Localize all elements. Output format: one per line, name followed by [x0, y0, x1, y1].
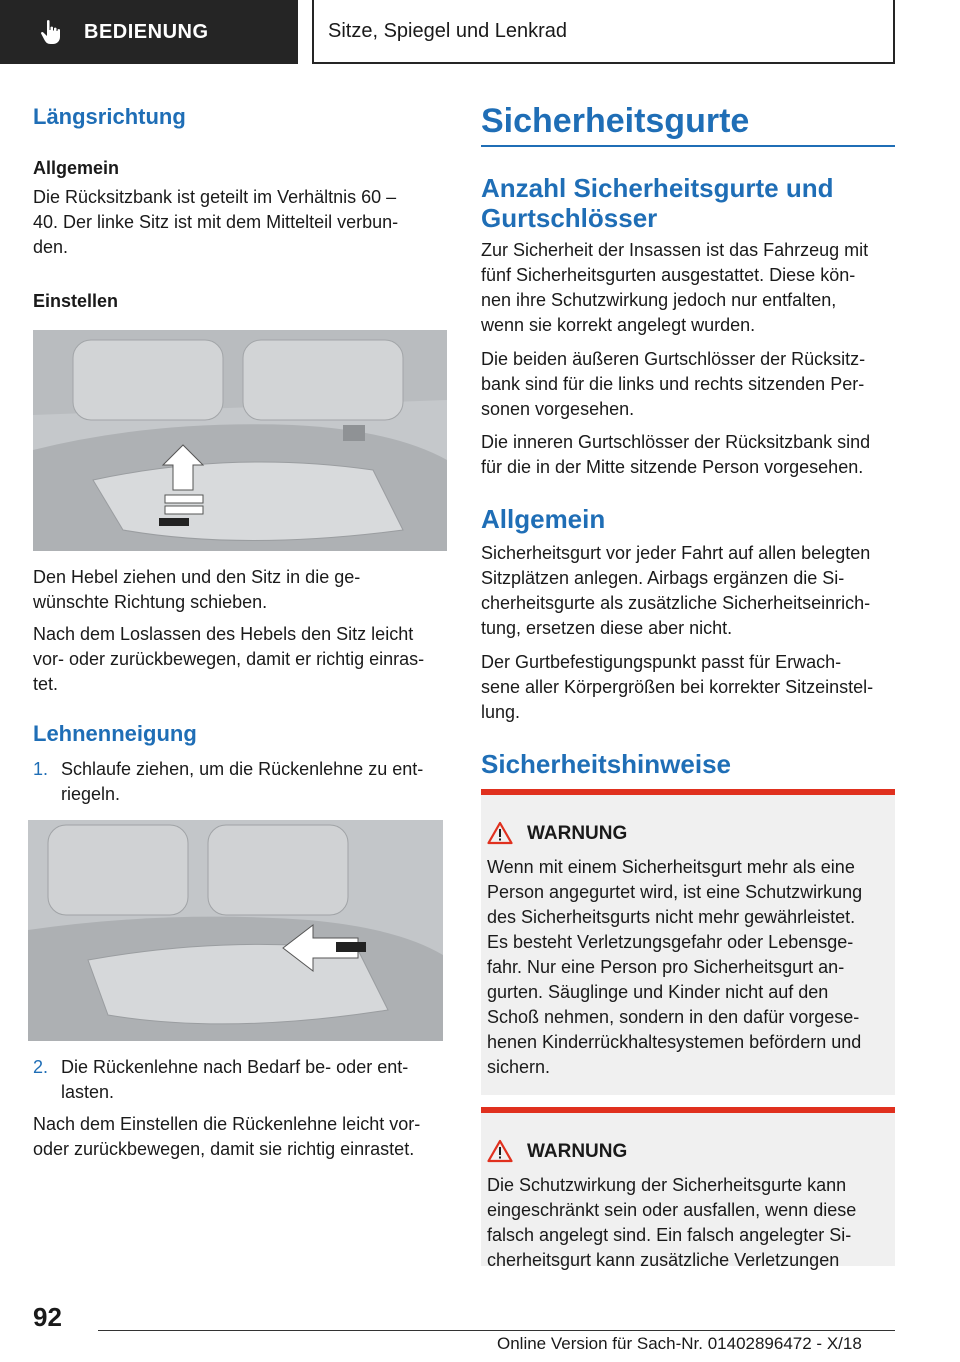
warning-triangle-icon: [487, 821, 513, 845]
text-line: tung, ersetzen diese aber nicht.: [481, 618, 733, 638]
warning-box-2: [481, 1107, 895, 1270]
text-line: Zur Sicherheit der Insassen ist das Fahrzeug mit: [481, 240, 869, 260]
text-line: Der Gurtbefestigungspunkt passt für Erwach-: [481, 652, 842, 672]
paragraph-anzahl: [481, 238, 895, 338]
heading-rule: [481, 145, 895, 147]
paragraph-einstellen: [33, 1112, 447, 1162]
warning-title: WARNUNG: [527, 1141, 628, 1162]
paragraph-gurtbefestigung: [481, 650, 895, 725]
text-line: des Sicherheitsgurts nicht mehr gewährleistet.: [487, 907, 856, 927]
text-line: lung.: [481, 702, 521, 722]
text-line: Sicherheitsgurt vor jeder Fahrt auf allen belegten: [481, 543, 871, 563]
text-line: 40. Der linke Sitz ist mit dem Mittelteil verbun-: [33, 212, 399, 232]
text-line: sichern.: [487, 1057, 551, 1077]
warning-title: WARNUNG: [527, 823, 628, 844]
backrest-illustration: [28, 820, 443, 1041]
paragraph-hebel: [33, 565, 447, 615]
footer-online-version: Online Version für Sach-Nr. 01402896472 - X/18: [497, 1334, 862, 1353]
text-line: bank sind für die links und rechts sitzenden Per-: [481, 374, 865, 394]
text-line: Die Schutzwirkung der Sicherheitsgurte kann: [487, 1175, 847, 1195]
text-line: gurten. Säuglinge und Kinder nicht auf den: [487, 982, 829, 1002]
text-line: falsch angelegt sind. Ein falsch angelegter Si-: [487, 1225, 852, 1245]
text-line: Person angegurtet wird, ist eine Schutzwirkung: [487, 882, 863, 902]
text-line: Schlaufe ziehen, um die Rückenlehne zu ent-: [61, 759, 424, 779]
subheading-allgemein: Allgemein: [33, 158, 120, 178]
text-line: oder zurückbewegen, damit sie richtig einrastet.: [33, 1139, 415, 1159]
seat-slide-photo: [33, 330, 447, 551]
text-line: wenn sie korrekt angelegt wurden.: [481, 315, 756, 335]
header-section-tab: [0, 0, 298, 64]
header-chapter-box: [312, 0, 895, 64]
paragraph-aeussere: [481, 347, 895, 422]
header-section-label: BEDIENUNG: [84, 20, 209, 43]
step-number: 2.: [33, 1057, 49, 1077]
hand-pointer-icon: [38, 19, 64, 45]
subheading-einstellen: Einstellen: [33, 291, 119, 311]
text-line: Nach dem Loslassen des Hebels den Sitz leicht: [33, 624, 414, 644]
paragraph-allgemein-gurt: [481, 541, 895, 641]
step-1: [33, 757, 447, 807]
paragraph-allgemein: [33, 185, 447, 260]
warning-box-1: [481, 789, 895, 1095]
heading-anzahl: [481, 173, 895, 233]
text-line: Die Rückenlehne nach Bedarf be- oder ent-: [61, 1057, 409, 1077]
heading-allgemein: Allgemein: [481, 504, 606, 534]
text-line: cherheitsgurt kann zusätzliche Verletzungen: [487, 1250, 840, 1270]
text-line: vor- oder zurückbewegen, damit er richtig einras-: [33, 649, 425, 669]
text-line: Die Rücksitzbank ist geteilt im Verhältnis 60 –: [33, 187, 397, 207]
paragraph-innere: [481, 430, 895, 480]
text-line: für die in der Mitte sitzende Person vorgesehen.: [481, 457, 864, 477]
text-line: tet.: [33, 674, 59, 694]
text-line: riegeln.: [61, 784, 121, 804]
paragraph-loslassen: [33, 622, 447, 697]
step-number: 1.: [33, 759, 49, 779]
footer-rule: [98, 1330, 895, 1331]
heading-line: Anzahl Sicherheitsgurte und: [481, 173, 834, 203]
text-line: den.: [33, 237, 69, 257]
heading-sicherheitshinweise: Sicherheitshinweise: [481, 749, 731, 779]
text-line: Es besteht Verletzungsgefahr oder Lebensge-: [487, 932, 854, 952]
step-2: [33, 1055, 447, 1105]
heading-laengsrichtung: Längsrichtung: [33, 104, 186, 129]
text-line: Die beiden äußeren Gurtschlösser der Rücksitz-: [481, 349, 866, 369]
text-line: fahr. Nur eine Person pro Sicherheitsgurt an-: [487, 957, 845, 977]
text-line: henen Kinderrückhaltesystemen befördern und: [487, 1032, 862, 1052]
page-number: 92: [33, 1302, 62, 1332]
text-line: lasten.: [61, 1082, 115, 1102]
text-line: Schoß nehmen, sondern in den dafür vorgese-: [487, 1007, 860, 1027]
backrest-photo: [28, 820, 443, 1041]
text-line: sene aller Körpergrößen bei korrekter Sitzeinstel-: [481, 677, 874, 697]
text-line: Die inneren Gurtschlösser der Rücksitzbank sind: [481, 432, 871, 452]
text-line: Den Hebel ziehen und den Sitz in die ge-: [33, 567, 361, 587]
text-line: fünf Sicherheitsgurten ausgestattet. Diese kön-: [481, 265, 856, 285]
text-line: Wenn mit einem Sicherheitsgurt mehr als eine: [487, 857, 855, 877]
header-chapter-label: Sitze, Spiegel und Lenkrad: [328, 19, 568, 42]
warning-triangle-icon: [487, 1139, 513, 1163]
heading-line: Gurtschlösser: [481, 203, 658, 233]
heading-sicherheitsgurte: Sicherheitsgurte: [481, 102, 750, 140]
text-line: wünschte Richtung schieben.: [33, 592, 268, 612]
text-line: eingeschränkt sein oder ausfallen, wenn diese: [487, 1200, 857, 1220]
rear-seat-illustration: [33, 330, 447, 551]
text-line: cherheitsgurte als zusätzliche Sicherheitseinrich-: [481, 593, 871, 613]
text-line: sonen vorgesehen.: [481, 399, 635, 419]
heading-lehnenneigung: Lehnenneigung: [33, 721, 197, 746]
text-line: Nach dem Einstellen die Rückenlehne leicht vor-: [33, 1114, 421, 1134]
text-line: nen ihre Schutzwirkung jedoch nur entfalten,: [481, 290, 837, 310]
text-line: Sitzplätzen anlegen. Airbags ergänzen die Si-: [481, 568, 845, 588]
